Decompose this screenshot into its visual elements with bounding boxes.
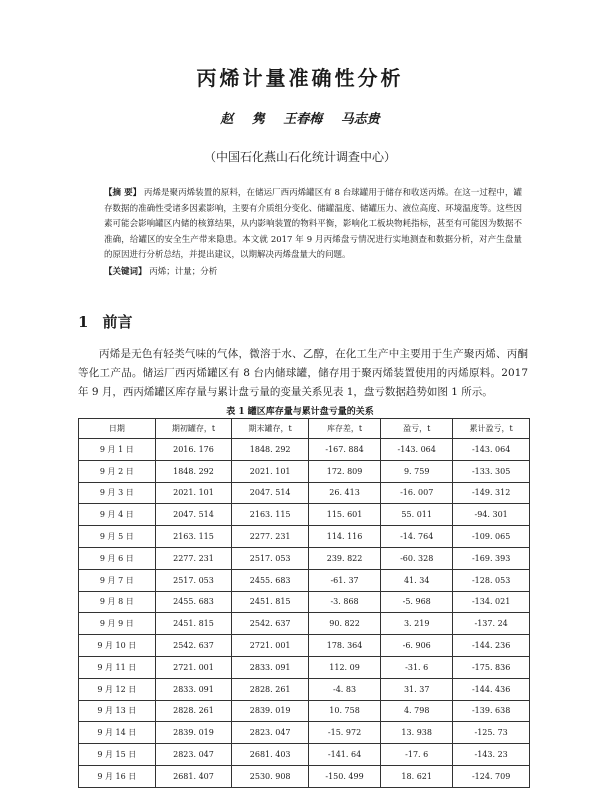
cell-opening-stock: 2681. 407 [155, 765, 232, 787]
header-cumulative: 累计盈亏，t [453, 419, 530, 439]
table-row [79, 439, 530, 461]
section-heading [78, 311, 132, 332]
cell-date: 9 月 14 日 [79, 722, 156, 744]
table-row [79, 591, 530, 613]
cell-opening-stock: 2021. 101 [155, 482, 232, 504]
cell-cumulative: -175. 836 [453, 656, 530, 678]
cell-opening-stock: 2839. 019 [155, 722, 232, 744]
cell-date: 9 月 2 日 [79, 460, 156, 482]
header-opening-stock: 期初罐存，t [155, 419, 232, 439]
cell-closing-stock: 1848. 292 [232, 439, 309, 461]
cell-cumulative: -143. 064 [453, 439, 530, 461]
cell-date: 9 月 11 日 [79, 656, 156, 678]
cell-gain-loss: 18. 621 [381, 765, 453, 787]
abstract-text: 丙烯是聚丙烯装置的原料，在储运厂西丙烯罐区有 8 台球罐用于储存和收送丙烯。在这一过程中，罐存数据的准确性受诸多因素影响，主要有介质组分变化、储罐温度、储罐压力、液位高度、环境温度等。这些因素可能会影响罐区内储的核算结果，从内影响装置的物料平衡，影响化工板块物耗指标，甚至有可能因为数据不准确，给罐区的安全生产带来隐患。本文就 2017 年 9 月丙烯盘亏情况进行实地测查和数据分析，对产生盘量的原因进行分析总结，并提出建议，以期解决丙烯盘量大的问题。 [104, 188, 522, 260]
table-caption: 表 1 罐区库存量与累计盘亏量的关系 [226, 407, 374, 417]
cell-gain-loss: -60. 328 [381, 547, 453, 569]
cell-opening-stock: 2828. 261 [155, 700, 232, 722]
cell-cumulative: -133. 305 [453, 460, 530, 482]
cell-cumulative: -169. 393 [453, 547, 530, 569]
cell-closing-stock: 2828. 261 [232, 678, 309, 700]
cell-closing-stock: 2277. 231 [232, 526, 309, 548]
table-row [79, 482, 530, 504]
table-row [79, 613, 530, 635]
section-number: 1 [78, 313, 89, 331]
cell-stock-diff: -3. 868 [308, 591, 380, 613]
cell-stock-diff: 10. 758 [308, 700, 380, 722]
cell-cumulative: -149. 312 [453, 482, 530, 504]
keywords-label: 【关键词】 [104, 266, 147, 277]
cell-stock-diff: 26. 413 [308, 482, 380, 504]
cell-closing-stock: 2833. 091 [232, 656, 309, 678]
cell-opening-stock: 2451. 815 [155, 613, 232, 635]
cell-gain-loss: 4. 798 [381, 700, 453, 722]
cell-date: 9 月 4 日 [79, 504, 156, 526]
cell-cumulative: -144. 436 [453, 678, 530, 700]
cell-stock-diff: 178. 364 [308, 635, 380, 657]
keywords-line [104, 265, 522, 281]
cell-stock-diff: 239. 822 [308, 547, 380, 569]
cell-gain-loss: -5. 968 [381, 591, 453, 613]
cell-stock-diff: 114. 116 [308, 526, 380, 548]
cell-stock-diff: -61. 37 [308, 569, 380, 591]
cell-cumulative: -125. 73 [453, 722, 530, 744]
cell-opening-stock: 2016. 176 [155, 439, 232, 461]
cell-closing-stock: 2721. 001 [232, 635, 309, 657]
cell-opening-stock: 1848. 292 [155, 460, 232, 482]
cell-opening-stock: 2833. 091 [155, 678, 232, 700]
cell-stock-diff: 172. 809 [308, 460, 380, 482]
cell-closing-stock: 2517. 053 [232, 547, 309, 569]
header-stock-diff: 库存差，t [308, 419, 380, 439]
cell-gain-loss: -17. 6 [381, 744, 453, 766]
cell-stock-diff: -150. 499 [308, 765, 380, 787]
table-row [79, 547, 530, 569]
cell-stock-diff: -141. 64 [308, 744, 380, 766]
inventory-table [78, 418, 530, 788]
cell-date: 9 月 6 日 [79, 547, 156, 569]
cell-opening-stock: 2542. 637 [155, 635, 232, 657]
cell-date: 9 月 7 日 [79, 569, 156, 591]
cell-opening-stock: 2823. 047 [155, 744, 232, 766]
cell-cumulative: -143. 23 [453, 744, 530, 766]
cell-gain-loss: 3. 219 [381, 613, 453, 635]
cell-date: 9 月 13 日 [79, 700, 156, 722]
cell-gain-loss: 41. 34 [381, 569, 453, 591]
cell-cumulative: -144. 236 [453, 635, 530, 657]
cell-cumulative: -109. 065 [453, 526, 530, 548]
header-closing-stock: 期末罐存，t [232, 419, 309, 439]
cell-cumulative: -94. 301 [453, 504, 530, 526]
cell-gain-loss: 31. 37 [381, 678, 453, 700]
cell-gain-loss: 55. 011 [381, 504, 453, 526]
cell-cumulative: -137. 24 [453, 613, 530, 635]
cell-gain-loss: -16. 007 [381, 482, 453, 504]
cell-date: 9 月 12 日 [79, 678, 156, 700]
cell-closing-stock: 2681. 403 [232, 744, 309, 766]
cell-stock-diff: -15. 972 [308, 722, 380, 744]
cell-gain-loss: 13. 938 [381, 722, 453, 744]
cell-closing-stock: 2047. 514 [232, 482, 309, 504]
cell-opening-stock: 2721. 001 [155, 656, 232, 678]
table-row [79, 678, 530, 700]
table-header-row [79, 419, 530, 439]
cell-stock-diff: 90. 822 [308, 613, 380, 635]
abstract-label: 【摘 要】 [104, 188, 142, 198]
cell-gain-loss: -143. 064 [381, 439, 453, 461]
cell-date: 9 月 16 日 [79, 765, 156, 787]
table-row [79, 722, 530, 744]
cell-closing-stock: 2823. 047 [232, 722, 309, 744]
cell-stock-diff: -167. 884 [308, 439, 380, 461]
cell-date: 9 月 8 日 [79, 591, 156, 613]
cell-opening-stock: 2047. 514 [155, 504, 232, 526]
cell-cumulative: -128. 053 [453, 569, 530, 591]
intro-paragraph: 丙烯是无色有轻类气味的气体，微溶于水、乙醇，在化工生产中主要用于生产聚丙烯、丙酮等化工产品。储运厂西丙烯罐区有 8 台内储球罐，储存用于聚丙烯装置使用的丙烯原料。2017 年 9 月，西丙烯罐区库存量与累计盘亏量的变量关系见表 1，盘亏数据趋势如图 1 所示。 [78, 348, 528, 398]
cell-opening-stock: 2455. 683 [155, 591, 232, 613]
cell-date: 9 月 9 日 [79, 613, 156, 635]
cell-opening-stock: 2517. 053 [155, 569, 232, 591]
cell-closing-stock: 2542. 637 [232, 613, 309, 635]
cell-date: 9 月 5 日 [79, 526, 156, 548]
cell-opening-stock: 2163. 115 [155, 526, 232, 548]
cell-closing-stock: 2021. 101 [232, 460, 309, 482]
section-title: 前言 [102, 313, 133, 331]
table-row [79, 744, 530, 766]
cell-opening-stock: 2277. 231 [155, 547, 232, 569]
table-row [79, 526, 530, 548]
table-row [79, 460, 530, 482]
cell-date: 9 月 1 日 [79, 439, 156, 461]
cell-cumulative: -134. 021 [453, 591, 530, 613]
cell-cumulative: -124. 709 [453, 765, 530, 787]
table-row [79, 569, 530, 591]
paper-affiliation: （中国石化燕山石化统计调查中心） [203, 150, 396, 164]
cell-date: 9 月 15 日 [79, 744, 156, 766]
cell-stock-diff: -4. 83 [308, 678, 380, 700]
header-gain-loss: 盈亏，t [381, 419, 453, 439]
table-row [79, 765, 530, 787]
cell-date: 9 月 10 日 [79, 635, 156, 657]
cell-closing-stock: 2455. 683 [232, 569, 309, 591]
keywords-text: 丙烯；计量；分析 [149, 266, 218, 277]
table-row [79, 700, 530, 722]
cell-closing-stock: 2163. 115 [232, 504, 309, 526]
table-row [79, 504, 530, 526]
cell-gain-loss: -6. 906 [381, 635, 453, 657]
cell-gain-loss: 9. 759 [381, 460, 453, 482]
cell-closing-stock: 2451. 815 [232, 591, 309, 613]
cell-closing-stock: 2530. 908 [232, 765, 309, 787]
paper-title: 丙烯计量准确性分析 [196, 66, 404, 90]
cell-stock-diff: 112. 09 [308, 656, 380, 678]
paper-authors: 赵 隽 王春梅 马志贵 [220, 112, 380, 127]
cell-cumulative: -139. 638 [453, 700, 530, 722]
abstract-block [104, 186, 522, 280]
table-row [79, 635, 530, 657]
cell-gain-loss: -31. 6 [381, 656, 453, 678]
cell-closing-stock: 2839. 019 [232, 700, 309, 722]
cell-stock-diff: 115. 601 [308, 504, 380, 526]
cell-gain-loss: -14. 764 [381, 526, 453, 548]
header-date: 日期 [79, 419, 156, 439]
table-row [79, 656, 530, 678]
cell-date: 9 月 3 日 [79, 482, 156, 504]
